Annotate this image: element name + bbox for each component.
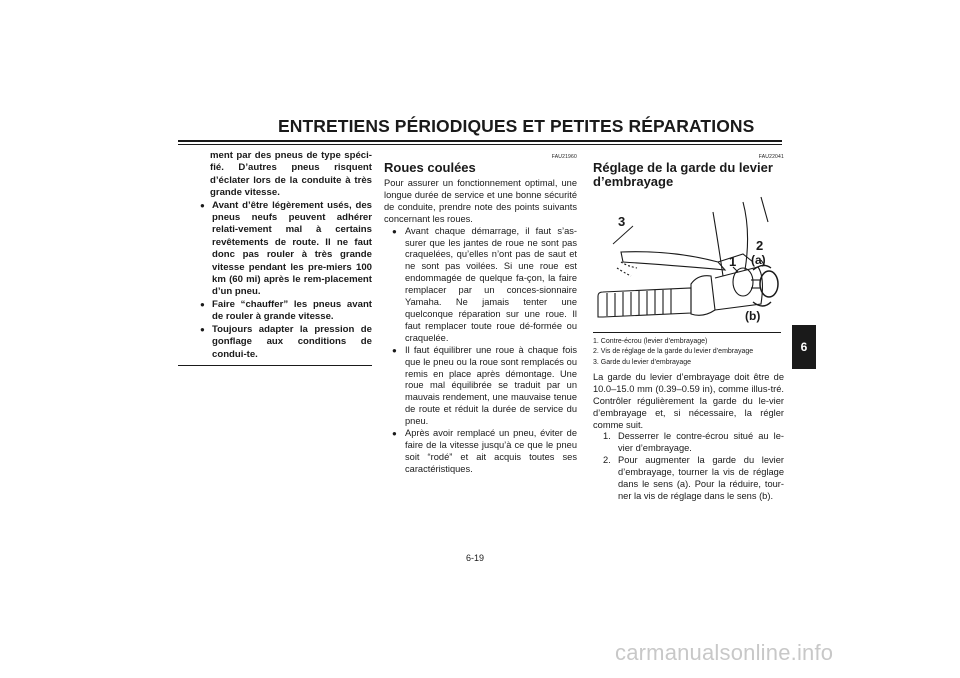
clutch-lever-figure: [593, 192, 781, 330]
legend-item: 1. Contre-écrou (levier d’embrayage): [593, 338, 708, 345]
bullet-icon: ●: [392, 226, 397, 236]
figure-rule: [593, 332, 781, 333]
warning-bullet: ● Toujours adapter la pression de gonflage aux conditions de condui-te.: [200, 323, 372, 360]
header-rule: [178, 140, 782, 142]
section-title: Réglage de la garde du levier d’embrayage: [593, 160, 773, 189]
steps-list: [593, 431, 784, 502]
list-item: 1. Desserrer le contre-écrou situé au le-vier d’embrayage.: [603, 431, 784, 454]
list-item: 2. Pour augmenter la garde du levier d’embrayage, tourner la vis de réglage dans le sens (a). Pour la réduire, tour-ner la vis de réglage dans le sens (b).: [603, 455, 784, 501]
warning-end-rule: [178, 365, 372, 366]
bullet-icon: ●: [392, 429, 397, 439]
warning-box: [200, 150, 372, 366]
bullet-icon: ●: [200, 200, 205, 210]
warning-bullet: ● Avant d’être légèrement usés, des pneus neufs peuvent adhérer relati-vement mal à certains revêtements de route. Il ne faut donc pas rouler à très grande vitesse pendant les pre-miers 100 km (60 mi) après le rem-placement d’un pneu.: [200, 199, 372, 298]
section-title: Roues coulées: [384, 160, 476, 175]
bullet-icon: ●: [200, 324, 205, 334]
figure-legend: [593, 337, 784, 368]
list-item: ● Après avoir remplacé un pneu, éviter de faire de la vitesse jusqu’à ce que le pneu soit “rodé” et ait acquis toutes ses caractéristiques.: [392, 428, 577, 474]
legend-item: 3. Garde du levier d’embrayage: [593, 358, 692, 366]
clutch-lever-illustration: [593, 192, 781, 330]
legend-item: 2. Vis de réglage de la garde du levier d’embrayage: [593, 348, 754, 356]
chapter-tab[interactable]: 6: [792, 325, 816, 369]
bullet-icon: ●: [200, 299, 205, 309]
watermark: carmanualsonline.info: [615, 640, 834, 665]
figure-label-1: 1: [729, 254, 737, 269]
warning-continuation: ment par des pneus de type spéci-fié. D’autres pneus risquent d’éclater lors de la conduite à très grande vitesse.: [210, 150, 372, 199]
figure-label-b: (b): [745, 309, 761, 323]
figure-label-a: (a): [751, 253, 766, 267]
section-code: FAU21960: [551, 154, 577, 160]
section-code: FAU22041: [758, 154, 784, 160]
page-number: 6-19: [466, 553, 485, 563]
header-rule-thin: [178, 144, 782, 145]
clutch-section: [593, 150, 784, 503]
warning-bullet: ● Faire “chauffer” les pneus avant de rouler à grande vitesse.: [200, 298, 372, 323]
list-item: ● Avant chaque démarrage, il faut s’as-surer que les jantes de roue ne sont pas craquelées, qu’elles n’ont pas de saut et ne sont pas voilées. Si une roue est endommagée de quelque fa-çon, la faire remplacer par un conces-sionnaire Yamaha. Ne jamais tenter une quelconque réparation sur une roue. Il faut remplacer toute roue dé-formée ou craquelée.: [392, 225, 577, 343]
bullet-icon: ●: [392, 345, 397, 355]
section-intro: Pour assurer un fonctionnement optimal, une longue durée de service et une bonne sécurité de conduite, prendre note des points suivants concernant les roues.: [384, 178, 577, 224]
section-body: La garde du levier d’embrayage doit être de 10.0–15.0 mm (0.39–0.59 in), comme illus-tré. Contrôler régulièrement la garde du le-vier d’embrayage et, si nécessaire, la régler comme suit.: [593, 371, 784, 430]
page-title: ENTRETIENS PÉRIODIQUES ET PETITES RÉPARATIONS: [278, 116, 755, 136]
list-item: ● Il faut équilibrer une roue à chaque fois que le pneu ou la roue sont remplacés ou remis en place après démontage. Une roue mal équilibrée se traduit par un mauvais rendement, une mauvaise tenue de route et réduit la durée de service du pneu.: [392, 344, 577, 427]
figure-label-3: 3: [618, 214, 626, 229]
figure-label-2: 2: [756, 238, 764, 253]
wheels-section: [384, 150, 577, 476]
